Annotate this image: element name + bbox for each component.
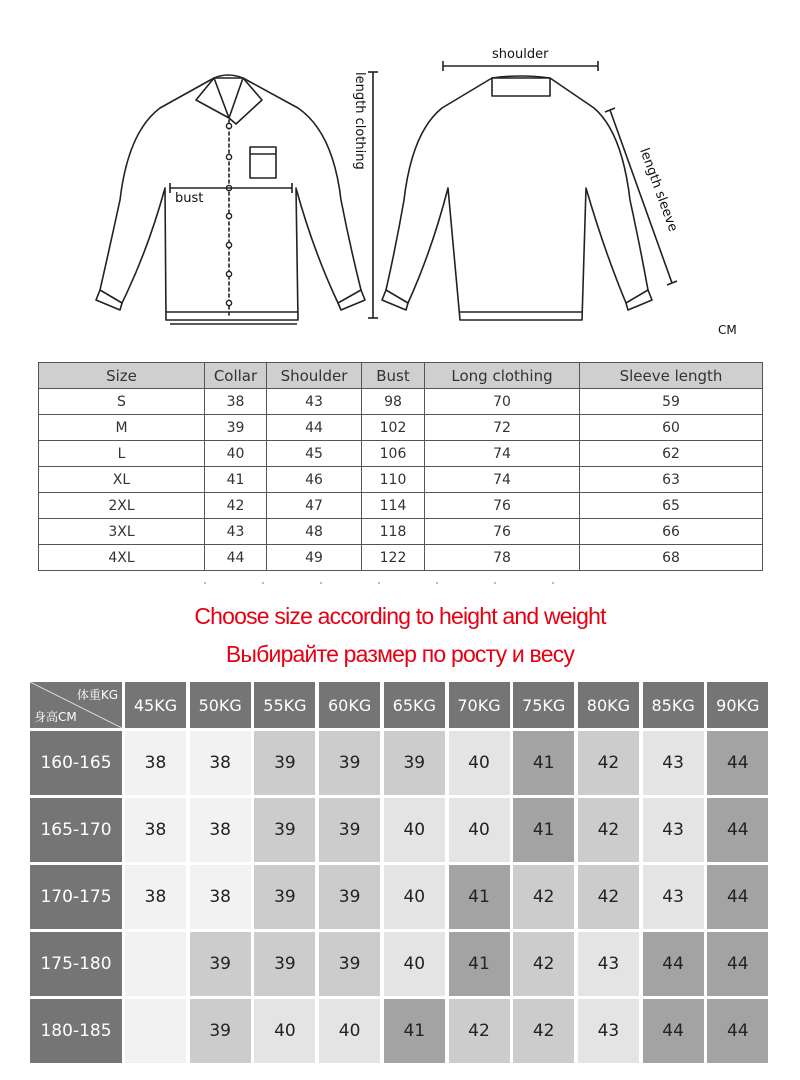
size-label-cell: 3XL — [39, 519, 205, 545]
size-recommendation-cell: 40 — [384, 932, 445, 996]
measurement-cell: 39 — [205, 415, 267, 441]
size-table-row — [39, 415, 763, 441]
measurement-cell: 65 — [580, 493, 763, 519]
weight-column-header: 55KG — [254, 682, 315, 728]
weight-column-header: 45KG — [125, 682, 186, 728]
weight-column-header: 65KG — [384, 682, 445, 728]
measurement-cell: 43 — [205, 519, 267, 545]
size-recommendation-cell: 38 — [190, 731, 251, 795]
size-recommendation-cell: 38 — [125, 798, 186, 862]
height-weight-size-grid — [30, 682, 770, 1066]
size-recommendation-cell: 44 — [707, 865, 768, 929]
size-recommendation-cell — [125, 932, 186, 996]
measurement-cell: 59 — [580, 389, 763, 415]
weight-column-header: 70KG — [449, 682, 510, 728]
measurement-cell: 44 — [205, 545, 267, 571]
size-recommendation-cell: 40 — [384, 798, 445, 862]
size-recommendation-cell: 44 — [707, 731, 768, 795]
size-measurement-table — [38, 362, 763, 571]
size-recommendation-cell: 43 — [578, 932, 639, 996]
measurement-cell: 110 — [362, 467, 425, 493]
size-table-row — [39, 545, 763, 571]
size-table-row — [39, 467, 763, 493]
measurement-cell: 49 — [267, 545, 362, 571]
measurement-cell: 66 — [580, 519, 763, 545]
height-row-header: 160-165 — [30, 731, 122, 795]
column-header: Bust — [362, 363, 425, 389]
size-recommendation-cell: 41 — [513, 798, 574, 862]
size-recommendation-cell: 39 — [319, 865, 380, 929]
size-recommendation-cell: 42 — [449, 999, 510, 1063]
size-recommendation-cell: 39 — [254, 731, 315, 795]
size-recommendation-cell: 42 — [578, 731, 639, 795]
size-recommendation-cell: 44 — [643, 999, 704, 1063]
column-header: Size — [39, 363, 205, 389]
size-label-cell: L — [39, 441, 205, 467]
measurement-cell: 76 — [425, 519, 580, 545]
size-recommendation-cell: 43 — [643, 798, 704, 862]
size-recommendation-cell: 43 — [643, 731, 704, 795]
measurement-cell: 44 — [267, 415, 362, 441]
weight-column-header: 85KG — [643, 682, 704, 728]
weight-column-header: 75KG — [513, 682, 574, 728]
measurement-cell: 63 — [580, 467, 763, 493]
size-recommendation-cell: 44 — [707, 798, 768, 862]
size-label-cell: XL — [39, 467, 205, 493]
size-recommendation-cell: 41 — [449, 932, 510, 996]
size-recommendation-cell: 42 — [578, 798, 639, 862]
weight-column-header: 90KG — [707, 682, 768, 728]
size-recommendation-cell: 39 — [254, 865, 315, 929]
size-recommendation-cell: 39 — [190, 932, 251, 996]
size-recommendation-cell: 41 — [513, 731, 574, 795]
size-recommendation-cell: 39 — [384, 731, 445, 795]
height-axis-label: 身高CM — [34, 710, 77, 724]
measurement-cell: 48 — [267, 519, 362, 545]
pocket — [250, 147, 276, 178]
measurement-cell: 74 — [425, 441, 580, 467]
measurement-cell: 76 — [425, 493, 580, 519]
label-length-clothing: length clothing — [352, 72, 367, 170]
size-table-body — [39, 389, 763, 571]
measurement-cell: 43 — [267, 389, 362, 415]
size-recommendation-cell: 43 — [578, 999, 639, 1063]
column-header: Long clothing — [425, 363, 580, 389]
height-row-header: 175-180 — [30, 932, 122, 996]
measurement-cell: 118 — [362, 519, 425, 545]
size-label-cell: 4XL — [39, 545, 205, 571]
size-table-row — [39, 519, 763, 545]
size-recommendation-cell: 39 — [319, 932, 380, 996]
measurement-cell: 122 — [362, 545, 425, 571]
size-recommendation-cell: 41 — [384, 999, 445, 1063]
size-recommendation-cell: 44 — [643, 932, 704, 996]
size-label-cell: 2XL — [39, 493, 205, 519]
measurement-cell: 72 — [425, 415, 580, 441]
measurement-cell: 38 — [205, 389, 267, 415]
size-recommendation-cell: 39 — [319, 731, 380, 795]
size-recommendation-cell: 40 — [449, 798, 510, 862]
weight-column-header: 60KG — [319, 682, 380, 728]
size-table-row — [39, 493, 763, 519]
label-bust: bust — [175, 191, 204, 206]
size-recommendation-cell: 38 — [190, 865, 251, 929]
back-shirt-outline — [386, 78, 648, 320]
size-recommendation-cell: 39 — [190, 999, 251, 1063]
measurement-cell: 106 — [362, 441, 425, 467]
column-header: Shoulder — [267, 363, 362, 389]
height-row-header: 170-175 — [30, 865, 122, 929]
height-row-header: 180-185 — [30, 999, 122, 1063]
measurement-cell: 70 — [425, 389, 580, 415]
measurement-cell: 40 — [205, 441, 267, 467]
size-recommendation-cell: 41 — [449, 865, 510, 929]
measurement-cell: 42 — [205, 493, 267, 519]
size-table-row — [39, 441, 763, 467]
size-recommendation-cell: 44 — [707, 999, 768, 1063]
size-table-header-row — [39, 363, 763, 389]
size-table-row — [39, 389, 763, 415]
measurement-cell: 74 — [425, 467, 580, 493]
size-recommendation-cell: 44 — [707, 932, 768, 996]
size-recommendation-cell: 42 — [578, 865, 639, 929]
measurement-cell: 68 — [580, 545, 763, 571]
measurement-cell: 47 — [267, 493, 362, 519]
size-recommendation-cell: 38 — [125, 731, 186, 795]
size-recommendation-cell: 42 — [513, 932, 574, 996]
size-recommendation-cell: 40 — [254, 999, 315, 1063]
size-recommendation-cell: 38 — [190, 798, 251, 862]
measurement-cell: 78 — [425, 545, 580, 571]
size-recommendation-cell: 42 — [513, 999, 574, 1063]
column-header: Collar — [205, 363, 267, 389]
label-length-sleeve: length sleeve — [636, 146, 681, 234]
size-recommendation-cell: 40 — [384, 865, 445, 929]
size-recommendation-cell: 40 — [449, 731, 510, 795]
measurement-cell: 45 — [267, 441, 362, 467]
size-label-cell: S — [39, 389, 205, 415]
size-recommendation-cell — [125, 999, 186, 1063]
grid-corner-header — [30, 682, 122, 728]
measurement-cell: 114 — [362, 493, 425, 519]
measurement-cell: 46 — [267, 467, 362, 493]
label-unit-cm: CM — [718, 323, 737, 337]
size-recommendation-cell: 39 — [319, 798, 380, 862]
weight-column-header: 80KG — [578, 682, 639, 728]
measurement-cell: 62 — [580, 441, 763, 467]
garment-measurement-diagram — [0, 0, 800, 350]
size-recommendation-cell: 38 — [125, 865, 186, 929]
size-recommendation-cell: 40 — [319, 999, 380, 1063]
column-header: Sleeve length — [580, 363, 763, 389]
measurement-cell: 102 — [362, 415, 425, 441]
height-row-header: 165-170 — [30, 798, 122, 862]
heading-english: Choose size according to height and weight — [194, 603, 606, 629]
size-recommendation-cell: 39 — [254, 798, 315, 862]
size-label-cell: M — [39, 415, 205, 441]
measurement-cell: 98 — [362, 389, 425, 415]
separator-dots — [200, 582, 600, 586]
measurement-cell: 60 — [580, 415, 763, 441]
size-recommendation-cell: 39 — [254, 932, 315, 996]
weight-axis-label: 体重KG — [76, 688, 118, 702]
label-shoulder: shoulder — [492, 47, 549, 62]
size-recommendation-cell: 42 — [513, 865, 574, 929]
size-recommendation-cell: 43 — [643, 865, 704, 929]
measurement-cell: 41 — [205, 467, 267, 493]
heading-russian: Выбирайте размер по росту и весу — [225, 641, 575, 667]
weight-column-header: 50KG — [190, 682, 251, 728]
